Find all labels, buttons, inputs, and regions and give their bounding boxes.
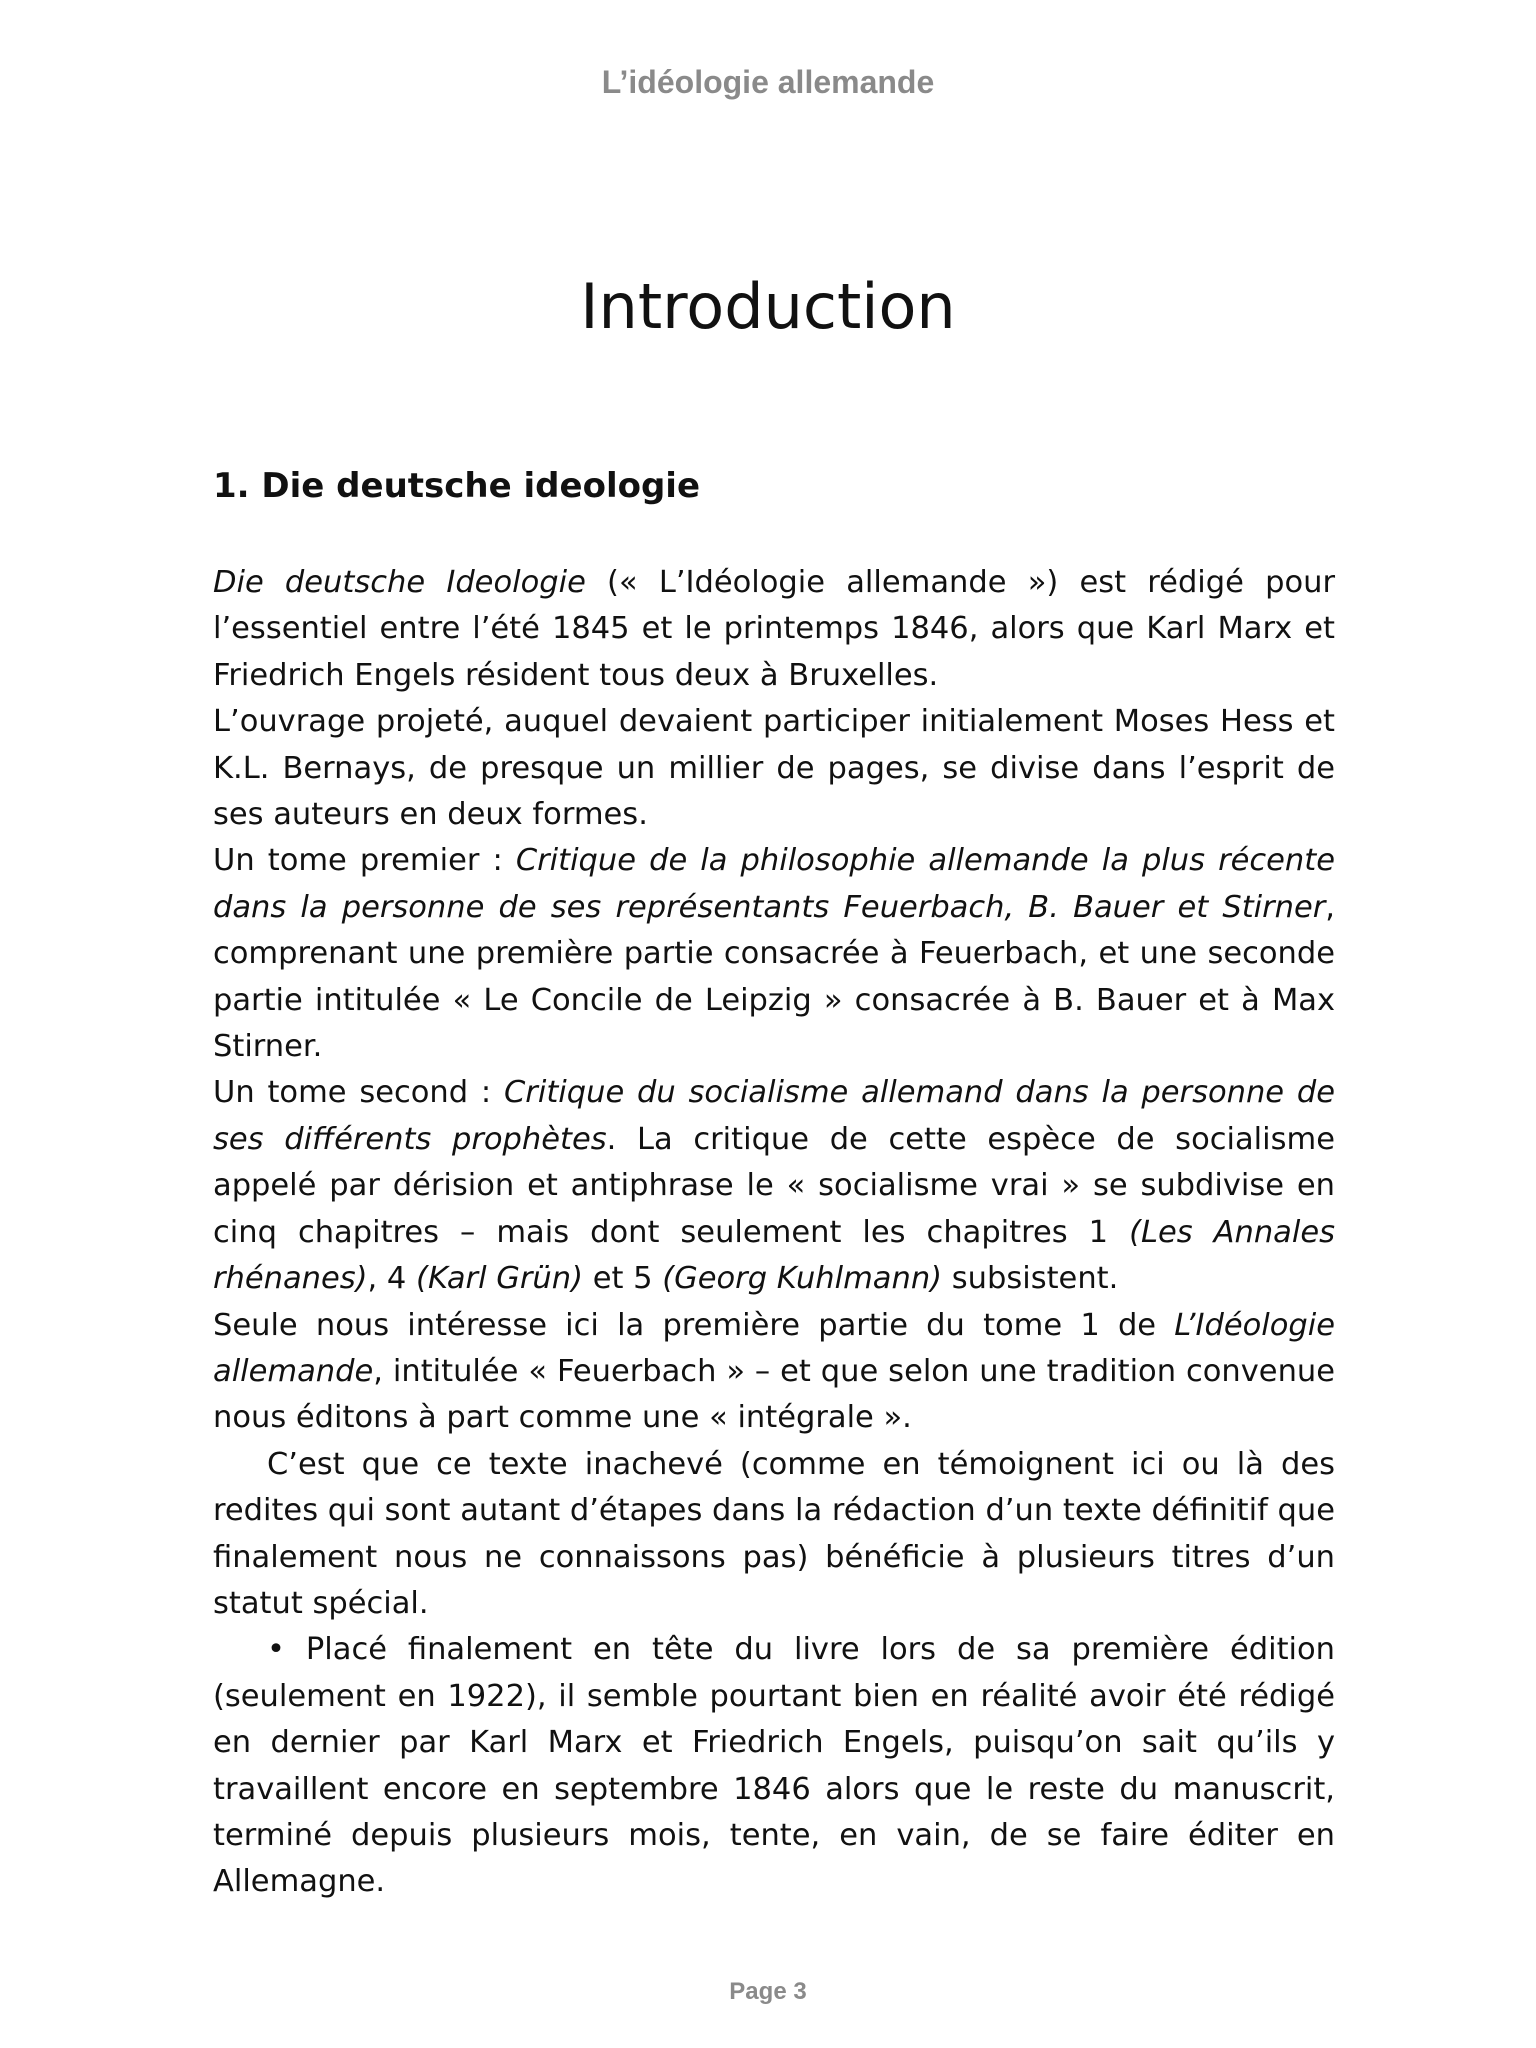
section-heading: 1. Die deutsche ideologie <box>213 466 701 506</box>
paragraph-2: L’ouvrage projeté, auquel devaient participer initialement Moses Hess et K.L. Bernays, de presque un millier de pages, se divise dans l’esprit de ses auteurs en deux formes. <box>213 704 1335 833</box>
book-title-italic: L’Idéologie allemande <box>213 1307 1335 1389</box>
paragraph-6: C’est que ce texte inachevé (comme en témoignent ici ou là des redites qui sont autant d’étapes dans la rédaction d’un texte définitif que finalement nous ne connaissons pas) bénéficie à plusieurs titres d’un statut spécial. <box>213 1446 1335 1621</box>
chapter-5-title-italic: (Georg Kuhlmann) <box>662 1261 943 1297</box>
paragraph-5: Seule nous intéresse ici la première partie du tome 1 de L’Idéologie allemande, intitulée « Feuerbach » – et que selon une tradition convenue nous éditons à part comme une « intégrale ». <box>213 1307 1335 1436</box>
chapter-4-title-italic: (Karl Grün) <box>416 1261 583 1297</box>
paragraph-1: Die deutsche Ideologie (« L’Idéologie allemande ») est rédigé pour l’essentiel entre l’été 1845 et le printemps 1846, alors que Karl Marx et Friedrich Engels résident tous deux à Bruxelles. <box>213 565 1336 693</box>
chapter-title: Introduction <box>580 270 956 343</box>
tome-1-title-italic: Critique de la philosophie allemande la plus récente dans la personne de ses représentants Feuerbach, B. Bauer et Stirner <box>213 843 1335 925</box>
paragraph-4: Un tome second : Critique du socialisme allemand dans la personne de ses différents prophètes. La critique de cette espèce de socialisme appelé par dérision et antiphrase le « socialisme vrai » se subdivise en cinq chapitres – mais dont seulement les chapitres 1 (Les Annales rhénanes), 4 (Karl Grün) et 5 (Georg Kuhlmann) subsistent. <box>213 1075 1335 1297</box>
page-number: Page 3 <box>729 1978 807 2005</box>
paragraph-3: Un tome premier : Critique de la philosophie allemande la plus récente dans la personne de ses représentants Feuerbach, B. Bauer et Stirner, comprenant une première partie consacrée à Feuerbach, et une seconde partie intitulée « Le Concile de Leipzig » consacrée à B. Bauer et à Max Stirner. <box>213 843 1335 1065</box>
body-text <box>213 560 1335 1906</box>
tome-2-title-italic: Critique du socialisme allemand dans la personne de ses différents prophètes <box>213 1075 1335 1157</box>
paragraph-7: • Placé finalement en tête du livre lors de sa première édition (seulement en 1922), il semble pourtant bien en réalité avoir été rédigé en dernier par Karl Marx et Friedrich Engels, puisqu’on sait qu’ils y travaillent encore en septembre 1846 alors que le reste du manuscrit, terminé depuis plusieurs mois, tente, en vain, de se faire éditer en Allemagne. <box>213 1632 1335 1900</box>
chapter-1-title-italic: (Les Annales rhénanes) <box>213 1214 1335 1297</box>
book-title-italic: Die deutsche Ideologie <box>213 565 586 600</box>
running-header: L’idéologie allemande <box>601 64 935 100</box>
